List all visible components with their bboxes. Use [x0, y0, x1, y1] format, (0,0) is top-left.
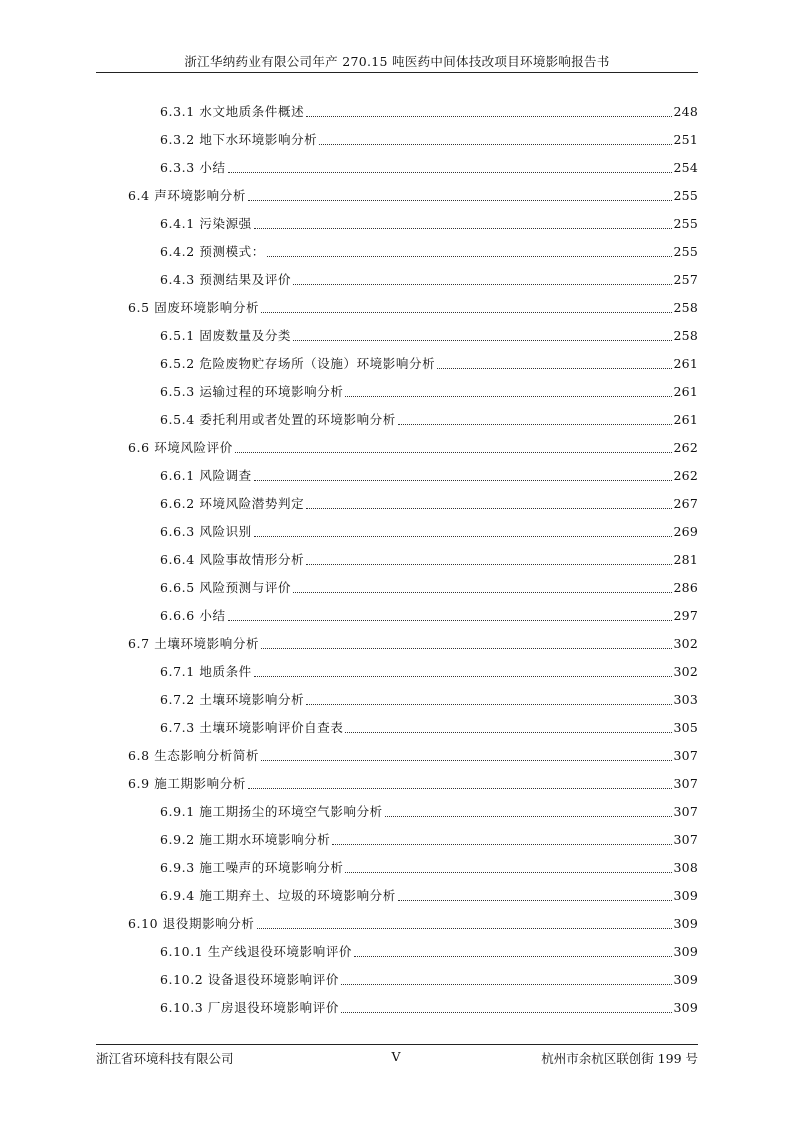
- toc-entry[interactable]: [160, 691, 698, 709]
- toc-entry-page: 258: [673, 328, 698, 343]
- toc-entry[interactable]: [160, 523, 698, 541]
- toc-entry-label: 6.5 固废环境影响分析: [128, 300, 260, 315]
- toc-entry[interactable]: [128, 299, 698, 317]
- toc-entry[interactable]: [160, 467, 698, 485]
- toc-dot-leader: [293, 340, 671, 341]
- toc-entry-label: 6.7 土壤环境影响分析: [128, 636, 260, 651]
- toc-entry-label: 6.9 施工期影响分析: [128, 776, 246, 791]
- toc-entry-page: 297: [673, 608, 698, 623]
- toc-dot-leader: [293, 284, 671, 285]
- toc-entry[interactable]: [128, 635, 698, 653]
- toc-entry-label: 6.6.5 风险预测与评价: [160, 580, 292, 595]
- toc-entry-page: 309: [673, 944, 698, 959]
- toc-entry[interactable]: [160, 943, 698, 961]
- toc-entry-page: 307: [673, 748, 698, 763]
- header-divider: [96, 72, 698, 73]
- toc-dot-leader: [319, 144, 671, 145]
- toc-entry-label: 6.7.3 土壤环境影响评价自查表: [160, 720, 344, 735]
- toc-entry-label: 6.6.3 风险识别: [160, 524, 252, 539]
- toc-entry-label: 6.10 退役期影响分析: [128, 916, 255, 931]
- toc-entry-label: 6.7.1 地质条件: [160, 664, 252, 679]
- toc-entry[interactable]: [160, 999, 698, 1017]
- toc-dot-leader: [306, 508, 671, 509]
- toc-entry-label: 6.7.2 土壤环境影响分析: [160, 692, 305, 707]
- toc-entry[interactable]: [160, 971, 698, 989]
- toc-entry-label: 6.9.1 施工期扬尘的环境空气影响分析: [160, 804, 383, 819]
- toc-dot-leader: [345, 872, 671, 873]
- toc-entry[interactable]: [160, 663, 698, 681]
- toc-entry-page: 254: [673, 160, 698, 175]
- toc-dot-leader: [248, 788, 672, 789]
- toc-entry-label: 6.6 环境风险评价: [128, 440, 233, 455]
- toc-entry-label: 6.3.1 水文地质条件概述: [160, 104, 305, 119]
- toc-dot-leader: [228, 172, 672, 173]
- toc-entry-page: 267: [673, 496, 698, 511]
- toc-entry[interactable]: [160, 159, 698, 177]
- toc-entry-label: 6.4.2 预测模式：: [160, 244, 265, 259]
- toc-entry-label: 6.5.1 固废数量及分类: [160, 328, 292, 343]
- toc-entry-page: 255: [673, 244, 698, 259]
- toc-dot-leader: [306, 704, 671, 705]
- toc-entry-page: 261: [673, 356, 698, 371]
- toc-dot-leader: [261, 648, 671, 649]
- toc-entry-label: 6.6.4 风险事故情形分析: [160, 552, 305, 567]
- toc-entry-label: 6.9.4 施工期弃土、垃圾的环境影响分析: [160, 888, 396, 903]
- toc-entry-label: 6.6.1 风险调查: [160, 468, 252, 483]
- toc-entry-page: 303: [673, 692, 698, 707]
- toc-dot-leader: [354, 956, 671, 957]
- toc-dot-leader: [235, 452, 672, 453]
- toc-dot-leader: [254, 480, 672, 481]
- toc-entry-label: 6.10.3 厂房退役环境影响评价: [160, 1000, 339, 1015]
- toc-dot-leader: [293, 592, 671, 593]
- toc-entry[interactable]: [128, 747, 698, 765]
- toc-entry-page: 302: [673, 636, 698, 651]
- footer-page-number: V: [391, 1049, 401, 1064]
- page-header-title: 浙江华纳药业有限公司年产 270.15 吨医药中间体技改项目环境影响报告书: [184, 54, 610, 69]
- toc-entry-page: 309: [673, 972, 698, 987]
- toc-dot-leader: [385, 816, 672, 817]
- toc-entry[interactable]: [160, 719, 698, 737]
- toc-dot-leader: [345, 732, 671, 733]
- toc-entry[interactable]: [160, 579, 698, 597]
- toc-entry[interactable]: [160, 495, 698, 513]
- toc-entry-page: 286: [673, 580, 698, 595]
- toc-entry-page: 307: [673, 776, 698, 791]
- toc-entry-label: 6.3.3 小结: [160, 160, 226, 175]
- toc-entry[interactable]: [160, 355, 698, 373]
- toc-dot-leader: [254, 228, 672, 229]
- toc-entry-page: 281: [673, 552, 698, 567]
- footer-company: 浙江省环境科技有限公司: [96, 1051, 234, 1066]
- toc-dot-leader: [261, 312, 671, 313]
- toc-entry-label: 6.6.2 环境风险潜势判定: [160, 496, 305, 511]
- toc-entry-page: 308: [673, 860, 698, 875]
- toc-entry[interactable]: [160, 383, 698, 401]
- toc-entry-label: 6.5.3 运输过程的环境影响分析: [160, 384, 344, 399]
- toc-dot-leader: [398, 900, 672, 901]
- toc-entry-page: 255: [673, 188, 698, 203]
- toc-dot-leader: [267, 256, 672, 257]
- toc-entry-label: 6.9.3 施工噪声的环境影响分析: [160, 860, 344, 875]
- toc-entry-label: 6.4.3 预测结果及评价: [160, 272, 292, 287]
- toc-entry-page: 262: [673, 468, 698, 483]
- toc-dot-leader: [261, 760, 671, 761]
- footer-divider: [96, 1044, 698, 1045]
- toc-dot-leader: [345, 396, 671, 397]
- toc-entry-page: 261: [673, 384, 698, 399]
- toc-entry[interactable]: [160, 327, 698, 345]
- toc-entry-page: 255: [673, 216, 698, 231]
- toc-entry-page: 251: [673, 132, 698, 147]
- toc-entry[interactable]: [128, 775, 698, 793]
- toc-entry[interactable]: [160, 551, 698, 569]
- toc-dot-leader: [306, 116, 671, 117]
- toc-dot-leader: [437, 368, 671, 369]
- toc-entry-label: 6.8 生态影响分析简析: [128, 748, 260, 763]
- toc-entry-page: 257: [673, 272, 698, 287]
- toc-entry-label: 6.4 声环境影响分析: [128, 188, 246, 203]
- toc-entry-label: 6.5.2 危险废物贮存场所（设施）环境影响分析: [160, 356, 436, 371]
- toc-dot-leader: [257, 928, 672, 929]
- toc-entry[interactable]: [160, 887, 698, 905]
- toc-entry[interactable]: [160, 803, 698, 821]
- toc-dot-leader: [341, 984, 672, 985]
- toc-entry-label: 6.9.2 施工期水环境影响分析: [160, 832, 331, 847]
- toc-entry[interactable]: [160, 411, 698, 429]
- toc-entry-page: 269: [673, 524, 698, 539]
- toc-dot-leader: [254, 536, 672, 537]
- toc-entry[interactable]: [160, 103, 698, 121]
- toc-entry[interactable]: [160, 271, 698, 289]
- toc-entry-page: 302: [673, 664, 698, 679]
- toc-entry[interactable]: [160, 215, 698, 233]
- toc-entry[interactable]: [160, 859, 698, 877]
- toc-entry-label: 6.10.2 设备退役环境影响评价: [160, 972, 339, 987]
- footer-address: 杭州市余杭区联创街 199 号: [541, 1051, 698, 1066]
- toc-entry-label: 6.6.6 小结: [160, 608, 226, 623]
- toc-dot-leader: [254, 676, 672, 677]
- toc-entry[interactable]: [160, 131, 698, 149]
- toc-entry-page: 305: [673, 720, 698, 735]
- toc-entry-page: 309: [673, 916, 698, 931]
- toc-entry[interactable]: [160, 243, 698, 261]
- toc-entry-page: 307: [673, 804, 698, 819]
- toc-dot-leader: [398, 424, 672, 425]
- toc-entry-page: 261: [673, 412, 698, 427]
- toc-entry-page: 309: [673, 888, 698, 903]
- toc-dot-leader: [306, 564, 671, 565]
- toc-entry[interactable]: [128, 915, 698, 933]
- toc-dot-leader: [332, 844, 671, 845]
- toc-dot-leader: [228, 620, 672, 621]
- toc-entry-page: 309: [673, 1000, 698, 1015]
- toc-entry[interactable]: [160, 607, 698, 625]
- toc-entry-label: 6.5.4 委托利用或者处置的环境影响分析: [160, 412, 396, 427]
- toc-dot-leader: [248, 200, 672, 201]
- toc-entry-page: 248: [673, 104, 698, 119]
- toc-entry[interactable]: [128, 439, 698, 457]
- toc-entry-page: 262: [673, 440, 698, 455]
- toc-entry-label: 6.3.2 地下水环境影响分析: [160, 132, 318, 147]
- toc-entry[interactable]: [128, 187, 698, 205]
- toc-entry-label: 6.10.1 生产线退役环境影响评价: [160, 944, 353, 959]
- toc-entry-page: 258: [673, 300, 698, 315]
- toc-entry-page: 307: [673, 832, 698, 847]
- toc-entry-label: 6.4.1 污染源强: [160, 216, 252, 231]
- toc-dot-leader: [341, 1012, 672, 1013]
- toc-entry[interactable]: [160, 831, 698, 849]
